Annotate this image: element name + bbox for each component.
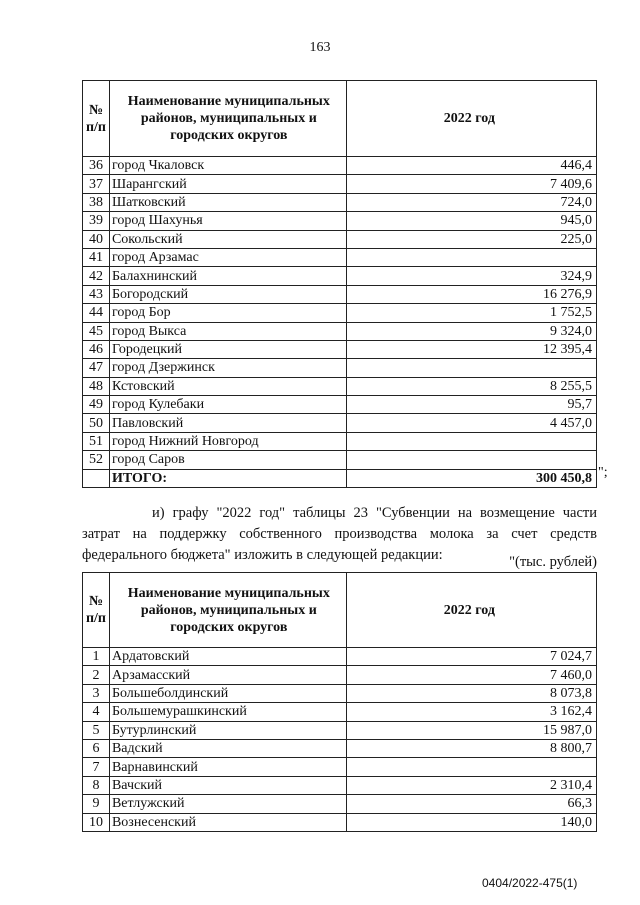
subsidy-table-2 [82, 572, 597, 832]
table-body [83, 157, 597, 488]
row-number: 40 [83, 230, 110, 248]
table-row [83, 684, 597, 702]
row-number: 2 [83, 666, 110, 684]
document-code: 0404/2022-475(1) [482, 876, 578, 890]
row-municipality: Шатковский [109, 193, 346, 211]
table-row [83, 359, 597, 377]
header-year: 2022 год [346, 81, 596, 157]
table-header-row [83, 573, 597, 648]
row-value: 225,0 [346, 230, 596, 248]
row-municipality: город Бор [109, 304, 346, 322]
row-municipality: город Саров [109, 451, 346, 469]
row-number: 8 [83, 776, 110, 794]
row-number: 7 [83, 758, 110, 776]
row-number: 49 [83, 396, 110, 414]
total-label: ИТОГО: [109, 469, 346, 487]
unit-note: "(тыс. рублей) [509, 554, 597, 570]
row-municipality: город Арзамас [109, 248, 346, 266]
header-year: 2022 год [346, 573, 596, 648]
closing-quote: "; [598, 465, 608, 480]
row-value: 446,4 [346, 157, 596, 175]
row-number: 1 [83, 648, 110, 666]
table-row [83, 739, 597, 757]
header-number: № п/п [83, 573, 110, 648]
row-municipality: Большеболдинский [109, 684, 346, 702]
table-row [83, 212, 597, 230]
row-municipality: город Выкса [109, 322, 346, 340]
row-value [346, 248, 596, 266]
row-municipality: город Шахунья [109, 212, 346, 230]
row-value [346, 359, 596, 377]
row-value: 8 073,8 [346, 684, 596, 702]
table-row [83, 193, 597, 211]
table-row [83, 795, 597, 813]
header-municipality: Наименование муниципальных районов, муниципальных и городских округов [109, 81, 346, 157]
row-number: 42 [83, 267, 110, 285]
row-number: 36 [83, 157, 110, 175]
row-municipality: Кстовский [109, 377, 346, 395]
table-row [83, 340, 597, 358]
row-municipality: Вачский [109, 776, 346, 794]
total-row [83, 469, 597, 487]
row-value: 324,9 [346, 267, 596, 285]
row-value: 95,7 [346, 396, 596, 414]
row-number: 3 [83, 684, 110, 702]
total-value: 300 450,8 [346, 469, 596, 487]
row-value: 16 276,9 [346, 285, 596, 303]
table-row [83, 776, 597, 794]
header-municipality: Наименование муниципальных районов, муниципальных и городских округов [109, 573, 346, 648]
row-number: 52 [83, 451, 110, 469]
table-row [83, 721, 597, 739]
row-number: 39 [83, 212, 110, 230]
row-number: 10 [83, 813, 110, 831]
row-value: 8 255,5 [346, 377, 596, 395]
table-row [83, 813, 597, 831]
table-row [83, 304, 597, 322]
row-value: 8 800,7 [346, 739, 596, 757]
row-number: 48 [83, 377, 110, 395]
row-number: 51 [83, 432, 110, 450]
row-value [346, 758, 596, 776]
row-municipality: Павловский [109, 414, 346, 432]
row-municipality: Балахнинский [109, 267, 346, 285]
table-row [83, 157, 597, 175]
row-value: 12 395,4 [346, 340, 596, 358]
row-municipality: Арзамасский [109, 666, 346, 684]
row-value: 724,0 [346, 193, 596, 211]
row-value [346, 432, 596, 450]
total-number-cell [83, 469, 110, 487]
table-row [83, 451, 597, 469]
row-value: 4 457,0 [346, 414, 596, 432]
row-value: 1 752,5 [346, 304, 596, 322]
table-row [83, 432, 597, 450]
table-row [83, 248, 597, 266]
table-row [83, 322, 597, 340]
row-number: 47 [83, 359, 110, 377]
table-row [83, 396, 597, 414]
row-value: 9 324,0 [346, 322, 596, 340]
row-number: 44 [83, 304, 110, 322]
row-municipality: Богородский [109, 285, 346, 303]
row-number: 6 [83, 739, 110, 757]
row-value: 15 987,0 [346, 721, 596, 739]
row-number: 4 [83, 703, 110, 721]
row-municipality: Варнавинский [109, 758, 346, 776]
subsidy-table-1 [82, 80, 597, 488]
table-row [83, 648, 597, 666]
table-row [83, 758, 597, 776]
row-municipality: город Дзержинск [109, 359, 346, 377]
table-row [83, 285, 597, 303]
row-number: 46 [83, 340, 110, 358]
row-number: 9 [83, 795, 110, 813]
row-value: 7 409,6 [346, 175, 596, 193]
row-municipality: город Кулебаки [109, 396, 346, 414]
table-body [83, 648, 597, 832]
table-header-row [83, 81, 597, 157]
table-row [83, 414, 597, 432]
row-value: 66,3 [346, 795, 596, 813]
row-municipality: город Нижний Новгород [109, 432, 346, 450]
row-number: 37 [83, 175, 110, 193]
row-number: 50 [83, 414, 110, 432]
row-value: 140,0 [346, 813, 596, 831]
row-value: 7 024,7 [346, 648, 596, 666]
amendment-paragraph: и) графу "2022 год" таблицы 23 "Субвенции на возмещение части затрат на поддержку собственного производства молока за счет средств федерального бюджета" изложить в следующей редакции: [82, 505, 597, 563]
row-municipality: Городецкий [109, 340, 346, 358]
row-municipality: Большемурашкинский [109, 703, 346, 721]
row-municipality: Сокольский [109, 230, 346, 248]
table-row [83, 175, 597, 193]
page-number: 163 [309, 40, 331, 55]
row-number: 43 [83, 285, 110, 303]
row-number: 5 [83, 721, 110, 739]
table-row [83, 703, 597, 721]
row-municipality: город Чкаловск [109, 157, 346, 175]
row-value: 3 162,4 [346, 703, 596, 721]
row-value: 2 310,4 [346, 776, 596, 794]
table-row [83, 267, 597, 285]
table-row [83, 377, 597, 395]
row-municipality: Бутурлинский [109, 721, 346, 739]
row-municipality: Ветлужский [109, 795, 346, 813]
row-number: 41 [83, 248, 110, 266]
row-municipality: Ардатовский [109, 648, 346, 666]
row-number: 38 [83, 193, 110, 211]
table-row [83, 666, 597, 684]
row-municipality: Вадский [109, 739, 346, 757]
table-row [83, 230, 597, 248]
row-value [346, 451, 596, 469]
header-number: № п/п [83, 81, 110, 157]
row-municipality: Вознесенский [109, 813, 346, 831]
row-municipality: Шарангский [109, 175, 346, 193]
row-value: 7 460,0 [346, 666, 596, 684]
row-number: 45 [83, 322, 110, 340]
row-value: 945,0 [346, 212, 596, 230]
